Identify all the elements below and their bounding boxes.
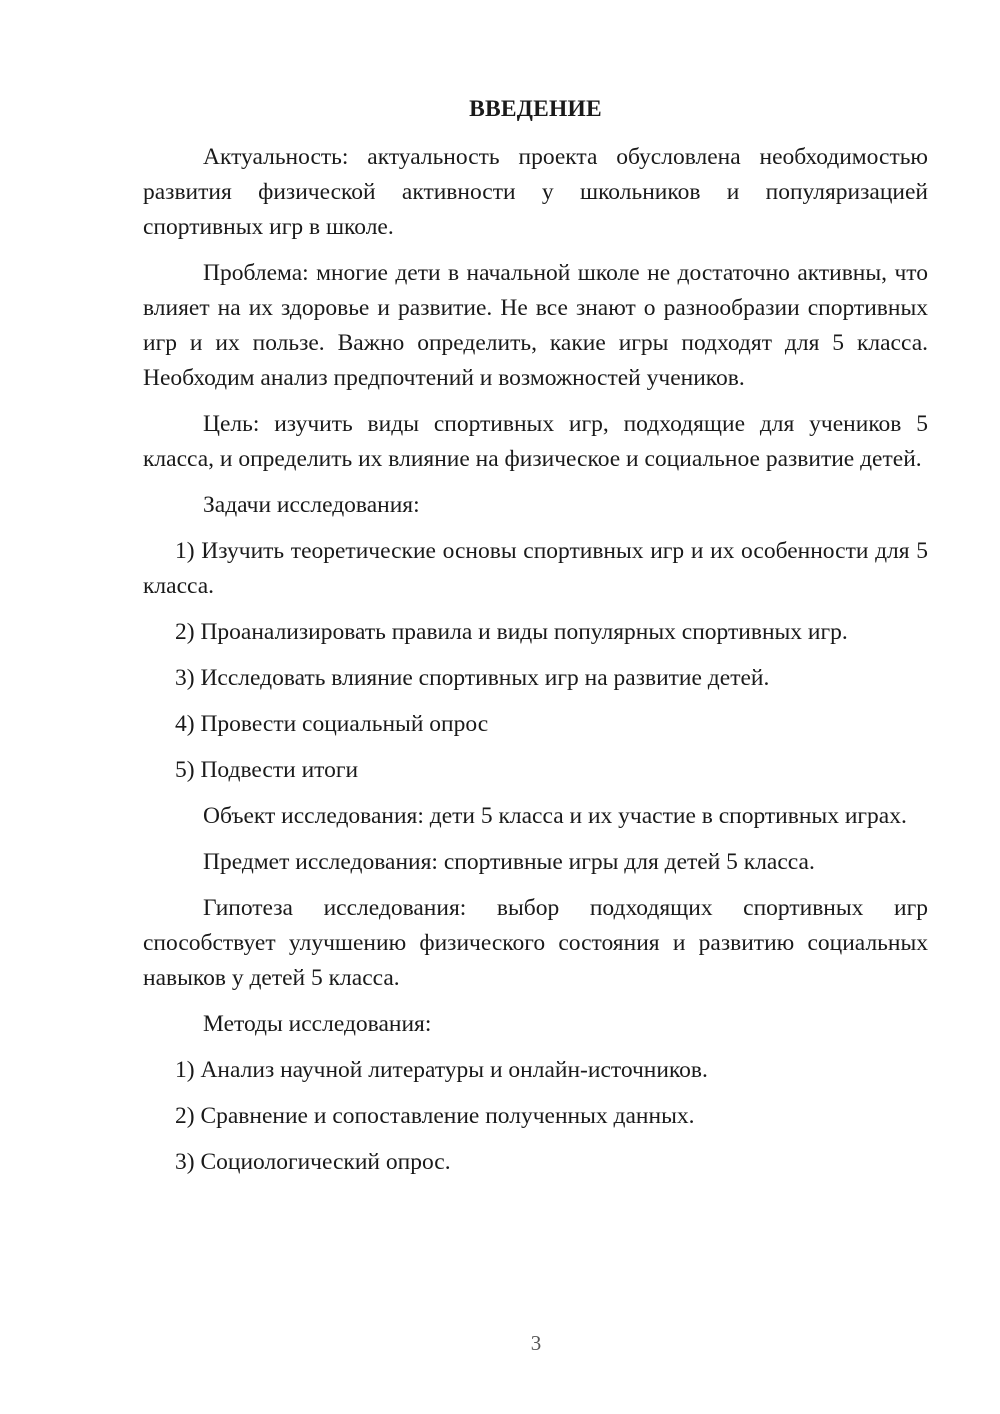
paragraph-object: Объект исследования: дети 5 класса и их участие в спортивных играх. bbox=[203, 803, 907, 829]
section-title: ВВЕДЕНИЕ bbox=[469, 96, 602, 122]
paragraph-relevance: Актуальность: актуальность проекта обусловлена необходимостью развития физической активности у школьников и популяризацией спортивных игр в школе. bbox=[143, 144, 928, 240]
task-item: 5) Подвести итоги bbox=[175, 757, 359, 783]
tasks-heading: Задачи исследования: bbox=[203, 492, 420, 518]
task-item: 4) Провести социальный опрос bbox=[175, 711, 489, 737]
paragraph-problem: Проблема: многие дети в начальной школе не достаточно активны, что влияет на их здоровье и развитие. Не все знают о разнообразии спортивных игр и их пользе. Важно определить, какие игры подходят для 5 класса. Необходим анализ предпочтений и возможностей учеников. bbox=[143, 260, 928, 391]
task-item: 3) Исследовать влияние спортивных игр на развитие детей. bbox=[175, 665, 770, 691]
paragraph-hypothesis: Гипотеза исследования: выбор подходящих спортивных игр способствует улучшению физического состояния и развитию социальных навыков у детей 5 класса. bbox=[143, 895, 928, 991]
method-item: 2) Сравнение и сопоставление полученных данных. bbox=[175, 1103, 695, 1129]
task-item: 1) Изучить теоретические основы спортивных игр и их особенности для 5 класса. bbox=[143, 538, 928, 599]
methods-heading: Методы исследования: bbox=[203, 1011, 432, 1037]
task-item: 2) Проанализировать правила и виды популярных спортивных игр. bbox=[175, 619, 848, 645]
page-number: 3 bbox=[530, 1331, 542, 1355]
paragraph-subject: Предмет исследования: спортивные игры для детей 5 класса. bbox=[203, 849, 815, 875]
paragraph-goal: Цель: изучить виды спортивных игр, подходящие для учеников 5 класса, и определить их влияние на физическое и социальное развитие детей. bbox=[143, 411, 928, 472]
method-item: 1) Анализ научной литературы и онлайн-источников. bbox=[175, 1057, 708, 1083]
document-page bbox=[143, 92, 928, 1191]
method-item: 3) Социологический опрос. bbox=[175, 1149, 451, 1175]
